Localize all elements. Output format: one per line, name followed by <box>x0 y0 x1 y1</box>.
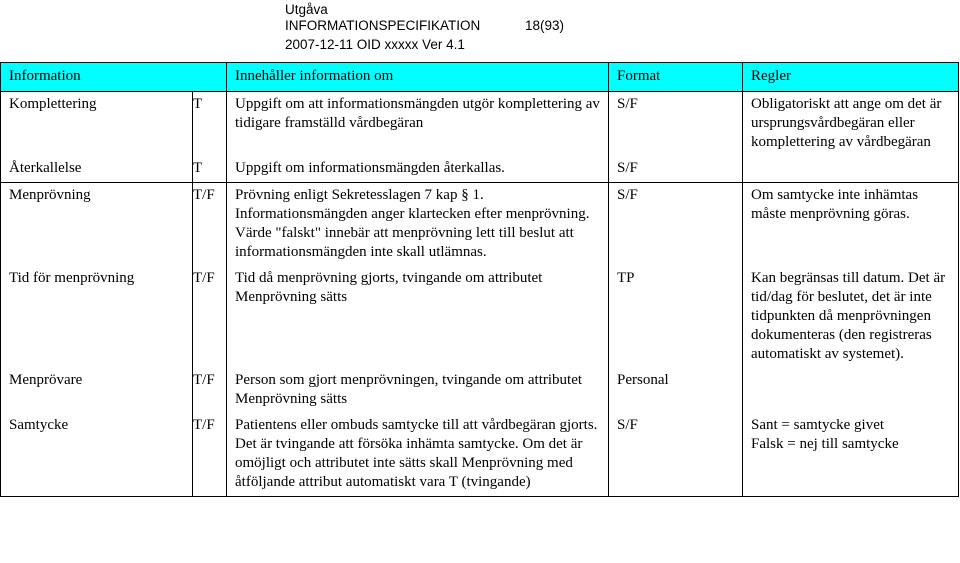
row-description: Person som gjort menprövningen, tvingande om attributet Menprövning sätts <box>227 368 609 413</box>
row-description: Uppgift om att informationsmängden utgör komplettering av tidigare framställd vårdbegäran <box>227 92 609 157</box>
header-title <box>285 17 565 35</box>
col-header-format: Format <box>609 63 743 92</box>
row-flag: T/F <box>193 368 227 413</box>
table-row <box>1 368 959 413</box>
col-header-rules: Regler <box>743 63 959 92</box>
header-doc-type: INFORMATIONSPECIFIKATION <box>285 18 481 33</box>
col-header-content: Innehåller information om <box>227 63 609 92</box>
table-row <box>1 183 959 267</box>
row-flag: T <box>193 92 227 157</box>
table-row <box>1 266 959 368</box>
row-flag: T/F <box>193 413 227 497</box>
col-header-information: Information <box>1 63 227 92</box>
table-row <box>1 413 959 497</box>
header-edition: Utgåva <box>285 2 328 17</box>
row-rules: Sant = samtycke givet Falsk = nej till samtycke <box>743 413 959 497</box>
row-format: S/F <box>609 183 743 267</box>
row-format: S/F <box>609 413 743 497</box>
row-rules: Kan begränsas till datum. Det är tid/dag för beslutet, det är inte tidpunkten då menprövningen dokumenteras (den registreras automatiskt av systemet). <box>743 266 959 368</box>
header-page-number: 18(93) <box>525 18 565 33</box>
row-flag: T/F <box>193 183 227 267</box>
row-description: Prövning enligt Sekretesslagen 7 kap § 1. Informationsmängden anger klartecken efter menprövning. Värde "falskt" innebär att menprövning lett till beslut att informationsmängden inte skall utlämnas. <box>227 183 609 267</box>
row-format: S/F <box>609 156 743 183</box>
row-format: S/F <box>609 92 743 157</box>
header-date-version: 2007-12-11 OID xxxxx Ver 4.1 <box>285 37 465 52</box>
row-rules <box>743 368 959 413</box>
row-format: Personal <box>609 368 743 413</box>
table-row <box>1 92 959 157</box>
row-name: Menprövning <box>1 183 193 267</box>
row-name: Samtycke <box>1 413 193 497</box>
row-flag: T <box>193 156 227 183</box>
row-rules: Obligatoriskt att ange om det är ursprungsvårdbegäran eller komplettering av vårdbegäran <box>743 92 959 157</box>
row-flag: T/F <box>193 266 227 368</box>
row-description: Tid då menprövning gjorts, tvingande om attributet Menprövning sätts <box>227 266 609 368</box>
row-description: Patientens eller ombuds samtycke till att vårdbegäran gjorts. Det är tvingande att försöka inhämta samtycke. Om det är omöjligt och attributet inte sätts skall Menprövning med åtföljande attribut automatiskt vara T (tvingande) <box>227 413 609 497</box>
information-table <box>0 62 959 497</box>
row-description: Uppgift om informationsmängden återkallas. <box>227 156 609 183</box>
row-name: Tid för menprövning <box>1 266 193 368</box>
table-row <box>1 156 959 183</box>
row-name: Återkallelse <box>1 156 193 183</box>
row-name: Komplettering <box>1 92 193 157</box>
row-rules: Om samtycke inte inhämtas måste menprövning göras. <box>743 183 959 267</box>
row-format: TP <box>609 266 743 368</box>
row-name: Menprövare <box>1 368 193 413</box>
row-rules <box>743 156 959 183</box>
table-header-row <box>1 63 959 92</box>
